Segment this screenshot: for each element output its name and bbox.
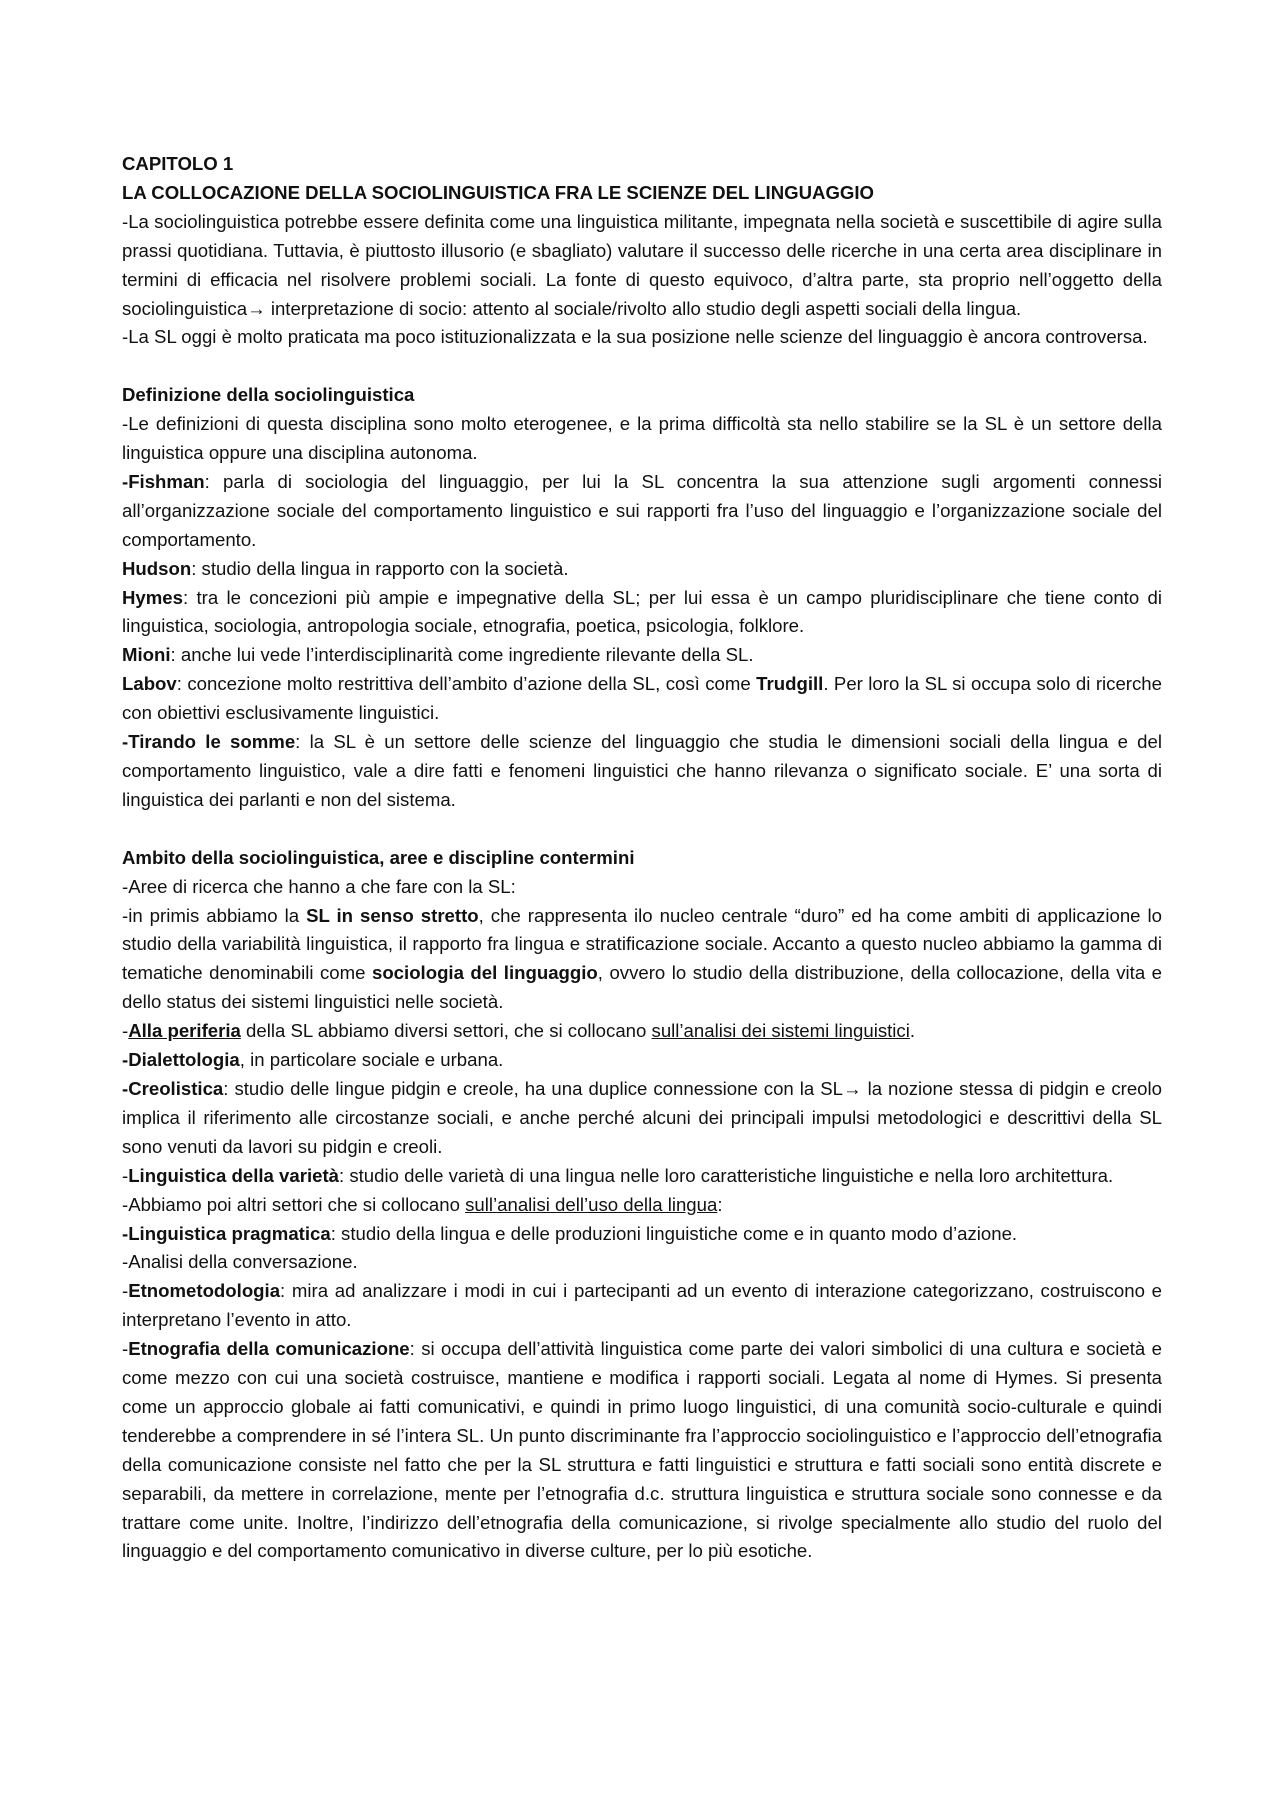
scope-heading: Ambito della sociolinguistica, aree e discipline contermini bbox=[122, 846, 635, 868]
definition-paragraph-1: -Le definizioni di questa disciplina sono molto eterogenee, e la prima difficoltà sta nello stabilire se la SL è un settore della linguistica oppure una disciplina autonoma. bbox=[122, 413, 1162, 464]
scope-pragmatica: -Linguistica pragmatica: studio della lingua e delle produzioni linguistiche come e in quanto modo d’azione. bbox=[122, 1222, 1018, 1244]
scope-etnografia-comunicazione: -Etnografia della comunicazione: si occupa dell’attività linguistica come parte dei valori simbolici di una cultura e società e come mezzo con cui una società costruisce, mantiene e modifica i rapporti sociali. Legata al nome di Hymes. Si presenta come un approccio globale ai fatti comunicativi, e quindi in primo luogo linguistici, di una comunità socio-culturale e quindi tenderebbe a comprendere in sé l’intera SL. Un punto discriminante fra l’approccio sociolinguistico e l’approccio dell’etnografia della comunicazione consiste nel fatto che per la SL struttura e fatti linguistici e struttura e fatti sociali sono entità discrete e separabili, da mettere in correlazione, mente per l’etnografia d.c. struttura linguistica e struttura sociale sono connesse e da trattare come unite. Inoltre, l’indirizzo dell’etnografia della comunicazione, si rivolge specialmente allo studio del ruolo del linguaggio e del comportamento comunicativo in diverse culture, per lo più esotiche. bbox=[122, 1338, 1162, 1562]
intro-paragraph-1: -La sociolinguistica potrebbe essere definita come una linguistica militante, impegnata nella società e suscettibile di agire sulla prassi quotidiana. Tuttavia, è piuttosto illusorio (e sbagliato) valutare il successo delle ricerche in una certa area disciplinare in termini di efficacia nel risolvere problemi sociali. La fonte di questo equivoco, d’altra parte, sta proprio nell’oggetto della sociolinguistica→ interpretazione di socio: attento al sociale/rivolto allo studio degli aspetti sociali della lingua. bbox=[122, 210, 1162, 319]
scope-paragraph-2: -in primis abbiamo la SL in senso stretto, che rappresenta ilo nucleo centrale “duro” ed ha come ambiti di applicazione lo studio della variabilità linguistica, il rapporto fra lingua e stratificazione sociale. Accanto a questo nucleo abbiamo la gamma di tematiche denominabili come sociologia del linguaggio, ovvero lo studio della distribuzione, della collocazione, della vita e dello status dei sistemi linguistici nelle società. bbox=[122, 904, 1162, 1013]
definition-labov: Labov: concezione molto restrittiva dell’ambito d’azione della SL, così come Trudgill. Per loro la SL si occupa solo di ricerche con obiettivi esclusivamente linguistici. bbox=[122, 673, 1162, 724]
scope-conversazione: -Analisi della conversazione. bbox=[122, 1251, 358, 1273]
intro-paragraph-2: -La SL oggi è molto praticata ma poco istituzionalizzata e la sua posizione nelle scienze del linguaggio è ancora controversa. bbox=[122, 326, 1148, 348]
blank-line bbox=[122, 352, 1162, 381]
scope-paragraph-1: -Aree di ricerca che hanno a che fare con la SL: bbox=[122, 875, 516, 897]
scope-varieta: -Linguistica della varietà: studio delle varietà di una lingua nelle loro caratteristiche linguistiche e nella loro architettura. bbox=[122, 1164, 1114, 1186]
scope-uso: -Abbiamo poi altri settori che si collocano sull’analisi dell’uso della lingua: bbox=[122, 1193, 723, 1215]
chapter-label: CAPITOLO 1 bbox=[122, 153, 234, 174]
definition-hudson: Hudson: studio della lingua in rapporto con la società. bbox=[122, 557, 569, 579]
arrow-icon: → bbox=[842, 1077, 862, 1099]
scope-periphery: -Alla periferia della SL abbiamo diversi settori, che si collocano sull’analisi dei sistemi linguistici. bbox=[122, 1020, 916, 1042]
definition-fishman: -Fishman: parla di sociologia del linguaggio, per lui la SL concentra la sua attenzione sugli argomenti connessi all’organizzazione sociale del comportamento linguistico e sui rapporti fra l’uso del linguaggio e l’organizzazione sociale del comportamento. bbox=[122, 470, 1162, 550]
definition-hymes: Hymes: tra le concezioni più ampie e impegnative della SL; per lui essa è un campo pluridisciplinare che tiene conto di linguistica, sociologia, antropologia sociale, etnografia, poetica, psicologia, folklore. bbox=[122, 586, 1162, 637]
arrow-icon: → bbox=[247, 297, 266, 319]
definition-summary: -Tirando le somme: la SL è un settore delle scienze del linguaggio che studia le dimensioni sociali della lingua e del comportamento linguistico, vale a dire fatti e fenomeni linguistici che hanno rilevanza o significato sociale. E’ una sorta di linguistica dei parlanti e non del sistema. bbox=[122, 731, 1162, 810]
document-page bbox=[122, 150, 1162, 1566]
scope-dialettologia: -Dialettologia, in particolare sociale e urbana. bbox=[122, 1049, 504, 1071]
blank-line bbox=[122, 815, 1162, 844]
definition-mioni: Mioni: anche lui vede l’interdisciplinarità come ingrediente rilevante della SL. bbox=[122, 644, 754, 666]
chapter-title: LA COLLOCAZIONE DELLA SOCIOLINGUISTICA FRA LE SCIENZE DEL LINGUAGGIO bbox=[122, 181, 875, 203]
scope-etnometodologia: -Etnometodologia: mira ad analizzare i modi in cui i partecipanti ad un evento di interazione categorizzano, costruiscono e interpretano l’evento in atto. bbox=[122, 1280, 1162, 1331]
definition-heading: Definizione della sociolinguistica bbox=[122, 384, 415, 406]
scope-creolistica: -Creolistica: studio delle lingue pidgin e creole, ha una duplice connessione con la SL→ la nozione stessa di pidgin e creolo implica il riferimento alle circostanze sociali, e anche perché alcuni dei principali impulsi metodologici e descrittivi della SL sono venuti da lavori su pidgin e creoli. bbox=[122, 1077, 1162, 1157]
